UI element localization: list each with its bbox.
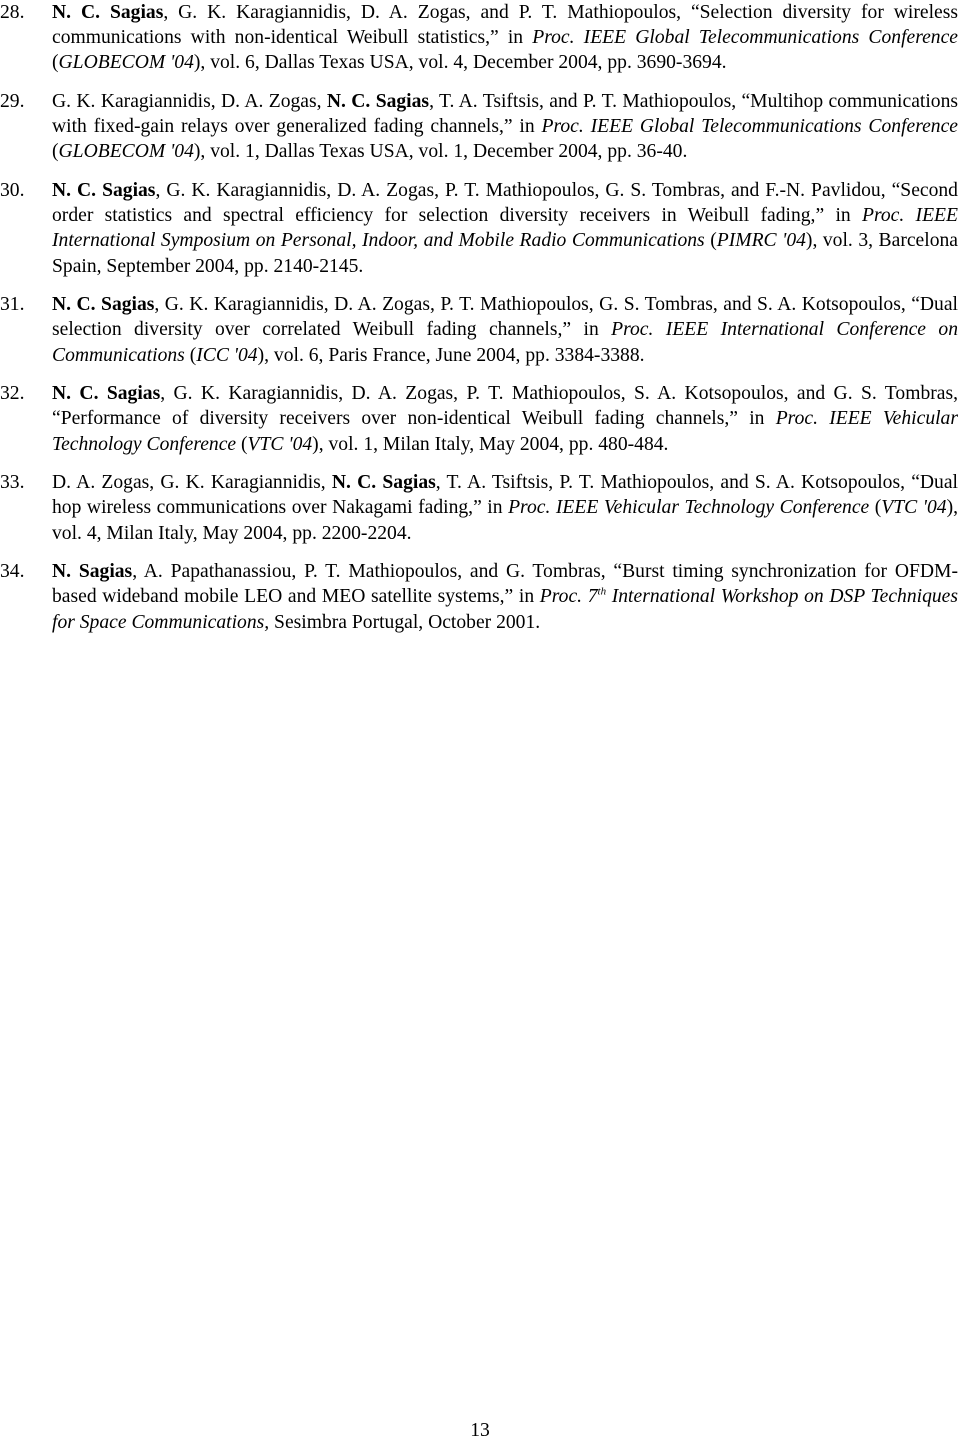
reference-text <box>52 470 958 546</box>
reference-number: 32. <box>0 383 25 405</box>
reference-segment: D. A. Zogas, G. K. Karagiannidis, <box>52 472 332 494</box>
venue-title: GLOBECOM '04 <box>58 52 194 74</box>
reference-segment: ), vol. 4, Milan Italy, May 2004, pp. 2200-2204. <box>52 497 958 544</box>
venue-title: Proc. IEEE International Symposium on Personal, Indoor, and Mobile Radio Communications <box>52 205 958 252</box>
venue-title: Proc. IEEE International Conference on Communications <box>52 319 958 366</box>
venue-title: Proc. IEEE Global Telecommunications Conference <box>541 116 958 138</box>
reference-text <box>52 0 958 76</box>
reference-segment: , G. K. Karagiannidis, D. A. Zogas, P. T. Mathiopoulos, G. S. Tombras, and S. A. Kotsopoulos, “Dual selection diversity over correlated Weibull fading channels,” in <box>52 294 958 341</box>
reference-text <box>52 292 958 368</box>
reference-segment: ), vol. 1, Dallas Texas USA, vol. 1, December 2004, pp. 36-40. <box>193 141 688 163</box>
reference-text <box>52 559 958 635</box>
reference-segment: , G. K. Karagiannidis, D. A. Zogas, P. T. Mathiopoulos, S. A. Kotsopoulos, and G. S. Tombras, “Performance of diversity receivers over non-identical Weibull fading channels,” in <box>52 383 958 430</box>
author-highlight: N. C. Sagias <box>52 383 161 405</box>
reference-segment: ), vol. 6, Paris France, June 2004, pp. 3384-3388. <box>257 344 645 366</box>
reference-number: 29. <box>0 91 25 112</box>
reference-segment: ), vol. 6, Dallas Texas USA, vol. 4, December 2004, pp. 3690-3694. <box>193 52 727 74</box>
reference-segment: ( <box>184 344 197 366</box>
venue-title: VTC '04 <box>881 497 947 519</box>
reference-segment: ( <box>704 230 717 252</box>
reference-segment: ( <box>52 141 59 163</box>
reference-segment: Sesimbra Portugal, October 2001. <box>269 611 541 633</box>
reference-text <box>52 178 958 279</box>
page-number: 13 <box>470 1420 490 1441</box>
venue-title: GLOBECOM '04 <box>58 141 194 163</box>
reference-segment: ( <box>52 52 59 74</box>
reference-segment: , G. K. Karagiannidis, D. A. Zogas, and P. T. Mathiopoulos, “Selection diversity for wireless communications with non-identical Weibull statistics,” in <box>52 2 958 49</box>
reference-text <box>52 89 958 165</box>
reference-segment: ( <box>869 497 882 519</box>
venue-title: ICC '04 <box>196 344 258 366</box>
author-highlight: N. C. Sagias <box>52 180 156 201</box>
reference-item <box>0 0 960 76</box>
reference-segment: G. K. Karagiannidis, D. A. Zogas, <box>52 91 327 112</box>
venue-title: Proc. IEEE Global Telecommunications Conference <box>532 27 958 49</box>
reference-segment: , T. A. Tsiftsis, P. T. Mathiopoulos, and S. A. Kotsopoulos, “Dual hop wireless communications over Nakagami fading,” in <box>52 472 958 519</box>
reference-segment: ), vol. 1, Milan Italy, May 2004, pp. 480-484. <box>312 433 669 455</box>
author-highlight: N. Sagias <box>52 561 133 583</box>
reference-number: 30. <box>0 180 25 201</box>
reference-item <box>0 89 960 165</box>
reference-segment: ), vol. 3, Barcelona Spain, September 2004, pp. 2140-2145. <box>52 230 958 277</box>
author-highlight: N. C. Sagias <box>52 294 155 316</box>
reference-number: 28. <box>0 2 25 23</box>
venue-title: Proc. IEEE Vehicular Technology Conference <box>52 408 958 455</box>
reference-number: 33. <box>0 472 25 494</box>
reference-segment: , T. A. Tsiftsis, and P. T. Mathiopoulos, “Multihop communications with fixed-gain relays over generalized fading channels,” in <box>52 91 958 138</box>
venue-title: Proc. 7 <box>539 586 598 608</box>
author-highlight: N. C. Sagias <box>326 91 430 112</box>
reference-number: 31. <box>0 294 25 316</box>
reference-item <box>0 178 960 279</box>
author-highlight: N. C. Sagias <box>331 472 436 494</box>
reference-text <box>52 381 958 457</box>
reference-item <box>0 381 960 457</box>
reference-item <box>0 470 960 546</box>
reference-segment: ( <box>236 433 248 455</box>
reference-item <box>0 559 960 635</box>
reference-list <box>0 0 960 648</box>
venue-title: International Workshop on DSP Techniques for Space Communications, <box>52 586 958 633</box>
reference-segment: , A. Papathanassiou, P. T. Mathiopoulos, and G. Tombras, “Burst timing synchronization for OFDM-based wideband mobile LEO and MEO satellite systems,” in <box>52 561 958 608</box>
superscript-text: th <box>597 585 607 598</box>
venue-title: VTC '04 <box>247 433 313 455</box>
venue-title: PIMRC '04 <box>716 230 806 252</box>
author-highlight: N. C. Sagias <box>52 2 164 23</box>
venue-title: Proc. IEEE Vehicular Technology Conference <box>508 497 870 519</box>
reference-number: 34. <box>0 561 25 583</box>
reference-segment: , G. K. Karagiannidis, D. A. Zogas, P. T. Mathiopoulos, G. S. Tombras, and F.-N. Pavlidou, “Second order statistics and spectral efficiency for selection diversity receivers in Weibull fading,” in <box>52 180 958 227</box>
reference-item <box>0 292 960 368</box>
